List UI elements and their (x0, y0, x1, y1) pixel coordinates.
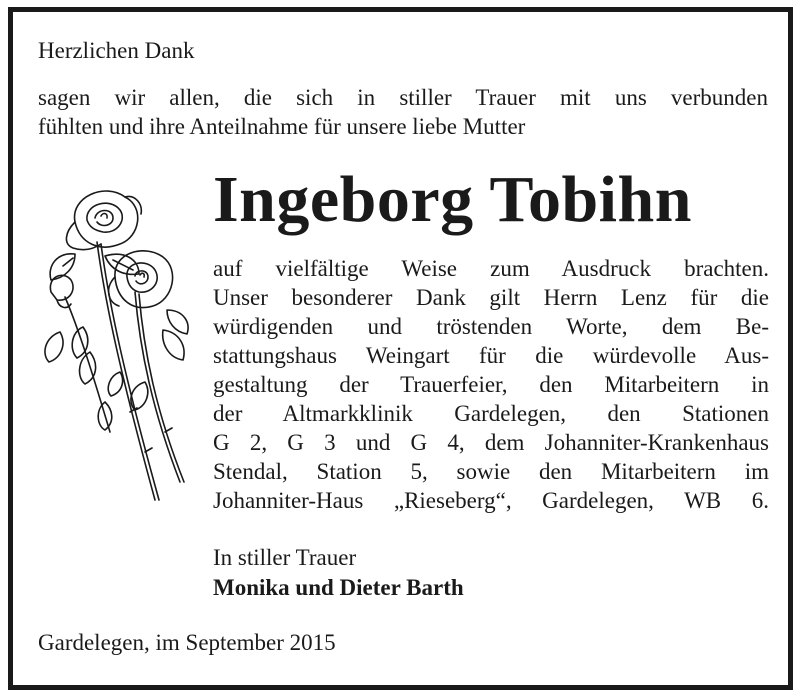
signature-label: In stiller Trauer (213, 545, 357, 570)
intro-line: fühlten und ihre Anteilnahme für unsere liebe Mutter (38, 114, 526, 139)
body-line: stattungshaus Weingart für die würdevolle Aus- (213, 343, 769, 368)
body-line: würdigenden und tröstenden Worte, dem Be- (213, 314, 769, 339)
body-line: gestaltung der Trauerfeier, den Mitarbeitern in (213, 372, 769, 397)
roses-illustration (35, 182, 195, 512)
body-line: der Altmarkklinik Gardelegen, den Stationen (213, 401, 769, 426)
intro-line: sagen wir allen, die sich in stiller Trauer mit uns verbunden (38, 85, 768, 110)
greeting: Herzlichen Dank (38, 38, 195, 63)
body-line: Johanniter-Haus „Rieseberg“, Gardelegen, WB 6. (213, 488, 769, 513)
body-line: Unser besonderer Dank gilt Herrn Lenz für die (213, 285, 769, 310)
obituary-notice (8, 7, 793, 690)
body-line: G 2, G 3 und G 4, dem Johanniter-Krankenhaus (213, 430, 769, 455)
deceased-name: Ingeborg Tobihn (213, 163, 692, 236)
body-line: auf vielfältige Weise zum Ausdruck brachten. (213, 256, 769, 281)
signature-names: Monika und Dieter Barth (213, 575, 464, 600)
place-date: Gardelegen, im September 2015 (38, 630, 336, 655)
body-line: Stendal, Station 5, sowie den Mitarbeitern im (213, 459, 769, 484)
